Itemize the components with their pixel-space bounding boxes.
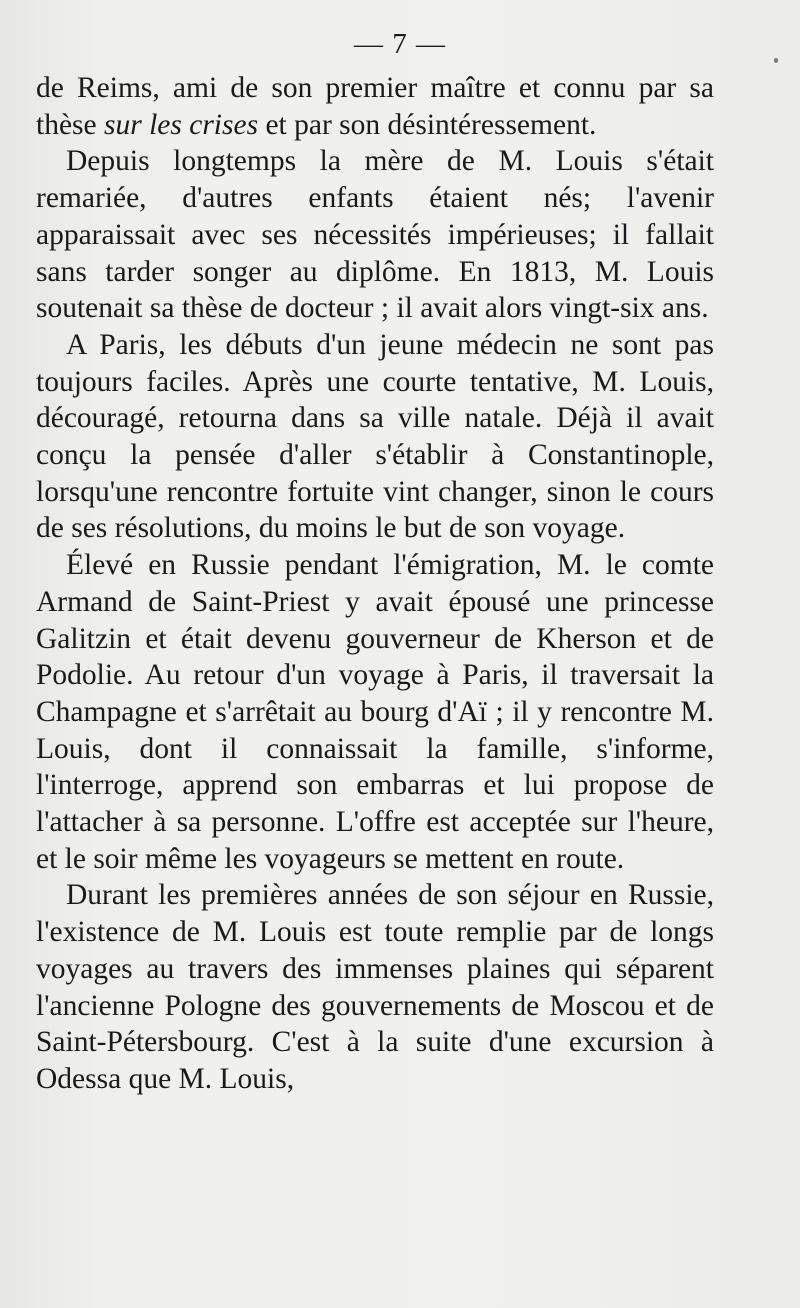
paragraph: Depuis longtemps la mère de M. Louis s'était remariée, d'autres enfants étaient nés; l'avenir apparaissait avec ses nécessités impérieuses; il fallait sans tarder songer au diplôme. En 1813, M. Louis soutenait sa thèse de docteur ; il avait alors vingt-six ans. (36, 145, 714, 325)
paragraph: Durant les premières années de son séjour en Russie, l'existence de M. Louis est toute remplie par de longs voyages au travers des immenses plaines qui séparent l'ancienne Pologne des gouvernements de Moscou et de Saint-Pétersbourg. C'est à la suite d'une excursion à Odessa que M. Louis, (36, 879, 714, 1095)
paragraph-text: et par son désintéressement. (258, 108, 597, 141)
paragraph: A Paris, les débuts d'un jeune médecin ne sont pas toujours faciles. Après une courte tentative, M. Louis, découragé, retourna dans sa ville natale. Déjà il avait conçu la pensée d'aller s'établir à Constantinople, lorsqu'une rencontre fortuite vint changer, sinon le cours de ses résolutions, du moins le but de son voyage. (36, 328, 714, 545)
body-text (36, 70, 714, 1098)
print-speck (774, 58, 778, 63)
paragraph-continuation (36, 70, 714, 143)
paragraph: Élevé en Russie pendant l'émigration, M. le comte Armand de Saint-Priest y avait épousé une princesse Galitzin et était devenu gouverneur de Kherson et de Podolie. Au retour d'un voyage à Paris, il traversait la Champagne et s'arrêtait au bourg d'Aï ; il y rencontre M. Louis, dont il connaissait la famille, s'informe, l'interroge, apprend son embarras et lui propose de l'attacher à sa personne. L'offre est acceptée sur l'heure, et le soir même les voyageurs se mettent en route. (36, 549, 714, 875)
page-number: — 7 — (354, 28, 446, 60)
paragraph-text: de Reims, ami de son premier maître et connu par sa thèse (36, 72, 714, 141)
italic-thesis-title: sur les crises (104, 108, 259, 141)
